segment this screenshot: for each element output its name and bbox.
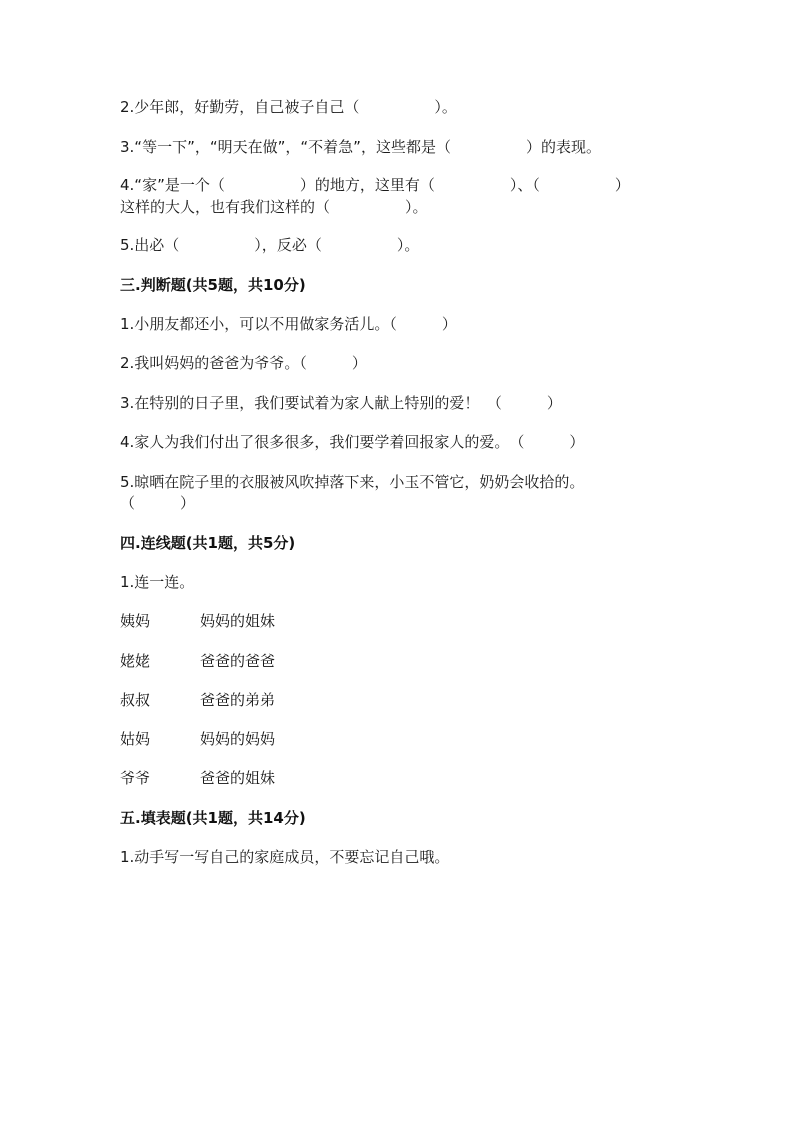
matching-right-term: 妈妈的姐妹 xyxy=(200,612,276,630)
judge-question-2: 2.我叫妈妈的爸爸为爷爷。（ ） xyxy=(120,354,367,372)
judge-question-5-line-2: （ ） xyxy=(120,494,196,512)
matching-left-term: 姨妈 xyxy=(120,612,151,630)
matching-right-term: 妈妈的妈妈 xyxy=(200,730,276,748)
matching-right-term: 爸爸的弟弟 xyxy=(200,691,276,709)
fill-blank-question-3: 3.“等一下”，“明天在做”，“不着急”，这些都是（ ）的表现。 xyxy=(120,138,601,156)
matching-right-term: 爸爸的爸爸 xyxy=(200,652,276,670)
matching-left-term: 姥姥 xyxy=(120,652,151,670)
judge-question-5-line-1: 5.晾晒在院子里的衣服被风吹掉落下来，小玉不管它，奶奶会收拾的。 xyxy=(120,473,585,491)
matching-pair xyxy=(120,767,275,789)
table-question-1: 1.动手写一写自己的家庭成员，不要忘记自己哦。 xyxy=(120,848,450,866)
matching-left-term: 爷爷 xyxy=(120,769,151,787)
matching-pair xyxy=(120,650,275,672)
matching-pair xyxy=(120,610,275,632)
fill-blank-question-4-line-2: 这样的大人，也有我们这样的（ ）。 xyxy=(120,198,428,216)
matching-pair xyxy=(120,728,275,750)
matching-left-term: 姑妈 xyxy=(120,730,151,748)
section-5-heading: 五.填表题(共1题，共14分) xyxy=(120,809,306,827)
fill-blank-question-2: 2.少年郎，好勤劳，自己被子自己（ ）。 xyxy=(120,98,457,116)
section-3-heading: 三.判断题(共5题，共10分) xyxy=(120,276,306,294)
matching-question-1: 1.连一连。 xyxy=(120,573,195,591)
judge-question-1: 1.小朋友都还小，可以不用做家务活儿。（ ） xyxy=(120,315,457,333)
matching-pair xyxy=(120,689,275,711)
matching-left-term: 叔叔 xyxy=(120,691,151,709)
fill-blank-question-5: 5.出必（ ），反必（ ）。 xyxy=(120,236,420,254)
fill-blank-question-4-line-1: 4.“家”是一个（ ）的地方，这里有（ ）、（ ） xyxy=(120,176,630,194)
section-4-heading: 四.连线题(共1题，共5分) xyxy=(120,534,296,552)
judge-question-4: 4.家人为我们付出了很多很多，我们要学着回报家人的爱。 （ ） xyxy=(120,433,585,451)
matching-right-term: 爸爸的姐妹 xyxy=(200,769,276,787)
judge-question-3: 3.在特别的日子里，我们要试着为家人献上特别的爱！ （ ） xyxy=(120,394,562,412)
